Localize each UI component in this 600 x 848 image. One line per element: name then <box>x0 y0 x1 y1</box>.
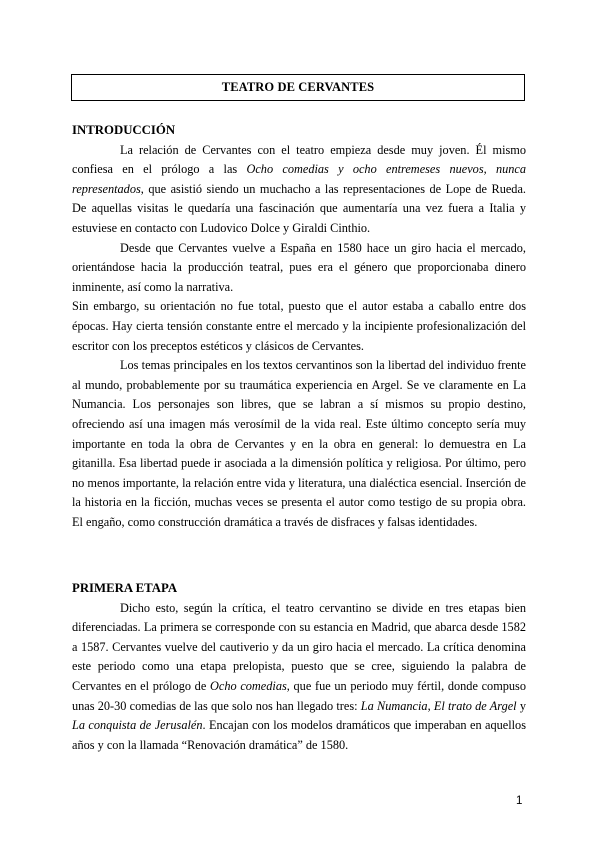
page-number: 1 <box>516 795 523 807</box>
primera-etapa-section <box>72 579 526 755</box>
intro-p1-work-title: Ocho comedias y ocho entremeses nuevos, nunca representados <box>72 162 526 196</box>
introduction-heading: INTRODUCCIÓN <box>72 123 176 137</box>
intro-paragraph-1 <box>72 141 526 239</box>
primera-p1-work-la-numancia: La Numancia <box>360 698 428 713</box>
primera-p1-text-b: , que fue un periodo muy fértil, donde compuso unas 20-30 comedias de las que solo nos han llegado tres: <box>72 678 526 713</box>
primera-p1-work-la-conquista: La conquista de Jerusalén <box>72 718 203 733</box>
primera-p1-text-d: y <box>516 698 526 713</box>
intro-paragraph-2: Desde que Cervantes vuelve a España en 1580 hace un giro hacia el mercado, orientándose hacia la producción teatral, pues era el género que proporcionaba dinero inminente, así como la narrativa. <box>72 240 526 294</box>
primera-p1-text-e: . Encajan con los modelos dramáticos que imperaban en aquellos años y con la llamada “Renovación dramática” de 1580. <box>72 718 526 752</box>
primera-paragraph-1 <box>72 599 526 756</box>
introduction-section <box>72 121 526 532</box>
intro-paragraph-3: Sin embargo, su orientación no fue total, puesto que el autor estaba a caballo entre dos épocas. Hay cierta tensión constante entre el mercado y la incipiente profesionalización del escritor con los preceptos estéticos y clásicos de Cervantes. <box>72 299 526 353</box>
primera-p1-work-ocho-comedias: Ocho comedias <box>209 678 287 693</box>
primera-p1-work-el-trato-de-argel: El trato de Argel <box>433 698 517 713</box>
intro-p1-text-a: La relación de Cervantes con el teatro empieza desde muy joven. Él mismo confiesa en el prólogo a las <box>72 142 526 177</box>
primera-p1-text-c: , <box>427 698 434 713</box>
primera-p1-text-a: Dicho esto, según la crítica, el teatro cervantino se divide en tres etapas bien diferenciadas. La primera se corresponde con su estancia en Madrid, que abarca desde 1582 a 1587. Cervantes vuelve del cautiverio y da un giro hacia el mercado. La crítica denomina este periodo como una etapa prelopista, puesto que se cree, siguiendo la palabra de Cervantes en el prólogo de <box>72 600 526 693</box>
intro-p1-text-b: , que asistió siendo un muchacho a las representaciones de Lope de Rueda. De aquellas visitas le quedaría una fascinación que aumentaría una vez fuera a Italia y estuviese en contacto con Ludovico Dolce y Giraldi Cinthio. <box>72 181 526 235</box>
intro-paragraph-4: Los temas principales en los textos cervantinos son la libertad del individuo frente al mundo, probablemente por su traumática experiencia en Argel. Se ve claramente en La Numancia. Los personajes son libres, que se labran a sí mismos su propio destino, ofreciendo así una imagen más verosímil de la vida real. Este último concepto sería muy importante en toda la obra de Cervantes y en la obra en general: lo demuestra en La gitanilla. Esa libertad puede ir asociada a la dimensión política y religiosa. Por último, pero no menos importante, la relación entre vida y literatura, una dialéctica esencial. Inserción de la historia en la ficción, muchas veces se presenta el autor como testigo de su propia obra. El engaño, como construcción dramática a través de disfraces y falsas identidades. <box>72 358 526 529</box>
document-title: TEATRO DE CERVANTES <box>71 74 525 101</box>
primera-etapa-heading: PRIMERA ETAPA <box>72 581 178 595</box>
